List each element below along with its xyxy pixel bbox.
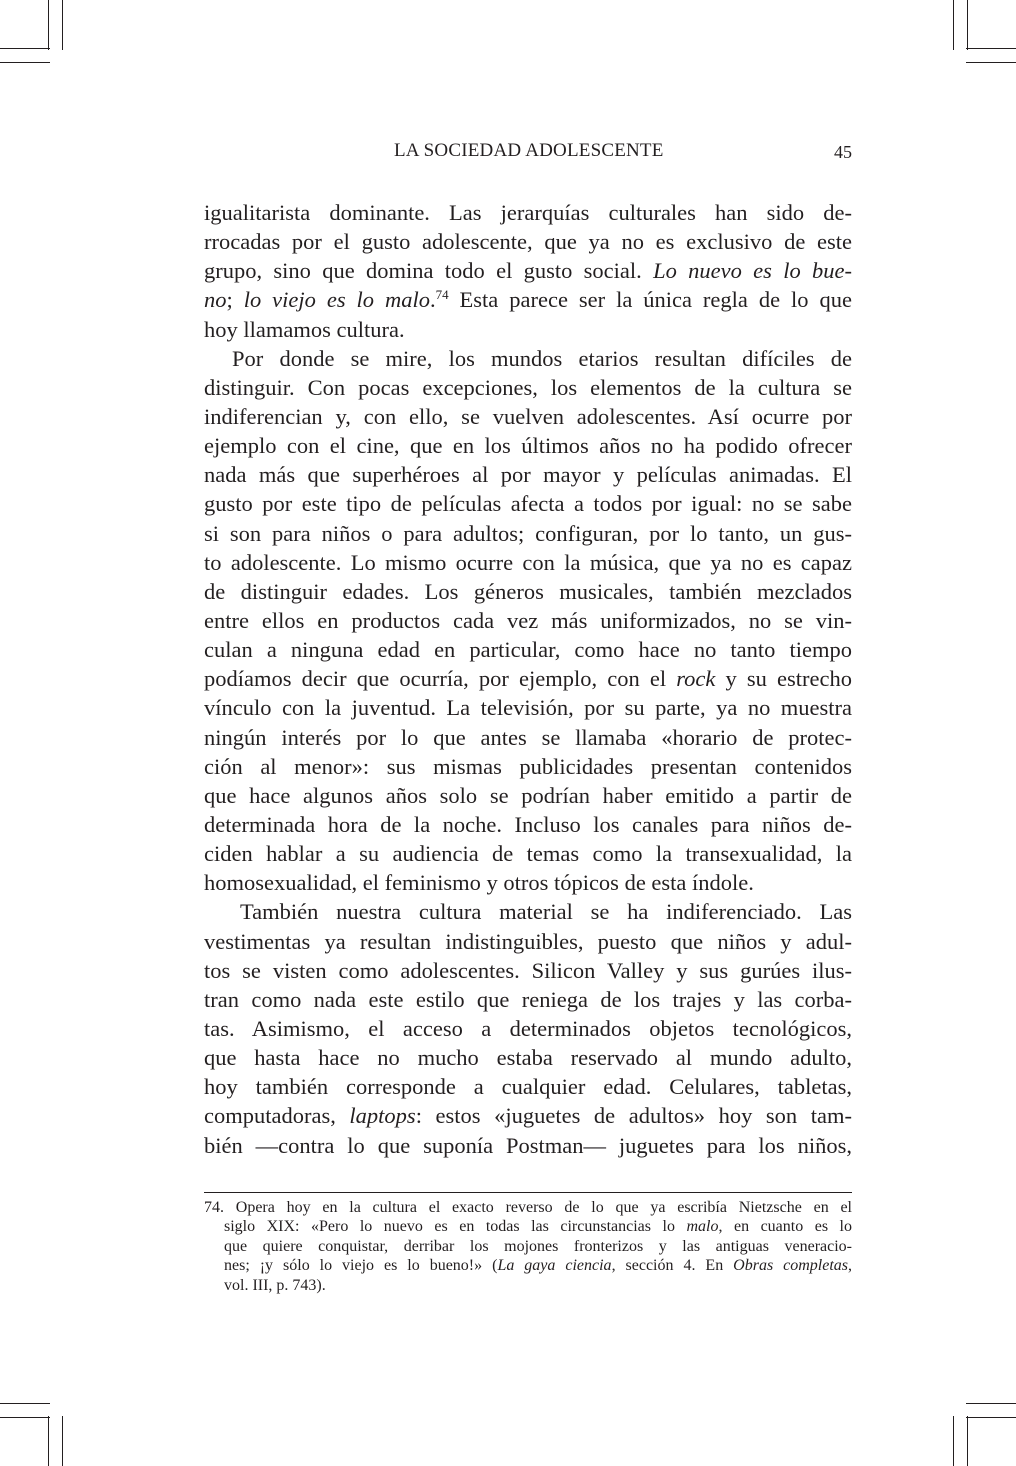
page-number: 45 (834, 142, 852, 162)
text-line: ningún interés por lo que antes se llamaba «horario de protec- (204, 724, 852, 750)
text-line: homosexualidad, el feminismo y otros tópicos de esta índole. (204, 870, 754, 896)
text-line: nada más que superhéroes al por mayor y películas animadas. El (204, 462, 852, 488)
text-line: vestimentas ya resultan indistinguibles, puesto que niños y adul- (204, 928, 852, 954)
footnote-line: 74. Opera hoy en la cultura el exacto reverso de lo que ya escribía Nietzsche en el (204, 1199, 852, 1216)
crop-mark-top-right-v2 (953, 0, 954, 50)
footnote-rule (204, 1192, 852, 1193)
running-head (204, 140, 852, 168)
text-line: bién —contra lo que suponía Postman— juguetes para los niños, (204, 1132, 852, 1158)
crop-mark-bottom-left-h2 (0, 1403, 50, 1404)
text-line: hoy también corresponde a cualquier edad. Celulares, tabletas, (204, 1074, 852, 1100)
footnote-line: que quiere conquistar, derribar los mojones fronterizos y las antiguas veneracio- (224, 1237, 852, 1255)
crop-mark-bottom-left-v2 (62, 1416, 63, 1466)
italic-phrase: lo viejo es lo malo (243, 287, 430, 313)
crop-mark-top-left-h (0, 48, 50, 49)
paragraph-start: Por donde se mire, los mundos etarios resultan difíciles de (232, 345, 852, 371)
text-line: hoy llamamos cultura. (204, 316, 405, 342)
text-line: vínculo con la juventud. La televisión, por su parte, ya no muestra (204, 695, 852, 721)
text-line: distinguir. Con pocas excepciones, los elementos de la cultura se (204, 374, 852, 400)
crop-mark-bottom-right-h (966, 1417, 1016, 1418)
text-line: tran como nada este estilo que reniega de los trajes y las corba- (204, 986, 852, 1012)
text-line: tos se visten como adolescentes. Silicon Valley y sus gurúes ilus- (204, 957, 852, 983)
text-line: entre ellos en productos cada vez más uniformizados, no se vin- (204, 607, 852, 633)
text-line: si son para niños o para adultos; configuran, por lo tanto, un gus- (204, 520, 852, 546)
crop-mark-bottom-right-h2 (966, 1403, 1016, 1404)
text-line: ción al menor»: sus mismas publicidades presentan contenidos (204, 753, 852, 779)
text-line: gusto por este tipo de películas afecta a todos por igual: no se sabe (204, 491, 852, 517)
text-line: ciden hablar a su audiencia de temas como la transexualidad, la (204, 841, 852, 867)
crop-mark-bottom-left-h (0, 1417, 50, 1418)
crop-mark-bottom-right-v (967, 1416, 968, 1466)
text-line: tas. Asimismo, el acceso a determinados objetos tecnológicos, (204, 1015, 852, 1041)
text-line: ejemplo con el cine, que en los últimos años no ha podido ofrecer (204, 433, 852, 459)
italic-word: laptops (349, 1103, 416, 1129)
footnote-line: siglo XIX: «Pero lo nuevo es en todas las circunstancias lo malo, en cuanto es lo (224, 1218, 852, 1236)
text-line: que hasta hace no mucho estaba reservado al mundo adulto, (204, 1045, 852, 1071)
crop-mark-top-left-v (48, 0, 49, 50)
footnote-line: nes; ¡y sólo lo viejo es lo bueno!» (La gaya ciencia, sección 4. En Obras completas, (224, 1257, 852, 1275)
text-line: de distinguir edades. Los géneros musicales, también mezclados (204, 578, 852, 604)
italic-phrase: Lo nuevo es lo bue- (653, 258, 852, 284)
crop-mark-bottom-left-v (48, 1416, 49, 1466)
crop-mark-top-right-h (966, 48, 1016, 49)
text-line: igualitarista dominante. Las jerarquías culturales han sido de- (204, 200, 852, 225)
text-line: computadoras, laptops: estos «juguetes de adultos» hoy son tam- (204, 1103, 852, 1129)
footnote-reference: 74 (435, 287, 449, 303)
text-line: grupo, sino que domina todo el gusto social. Lo nuevo es lo bue- (204, 258, 852, 284)
footnote-line: vol. III, p. 743). (224, 1276, 326, 1294)
crop-mark-top-right-h2 (966, 62, 1016, 63)
crop-mark-top-left-h2 (0, 62, 50, 63)
running-title: LA SOCIEDAD ADOLESCENTE (394, 140, 664, 161)
book-title: La gaya ciencia (497, 1257, 612, 1275)
text-line: no; lo viejo es lo malo.$^{74}$ Esta parece ser la única regla de lo que (204, 287, 852, 313)
text-line: que hace algunos años solo se podrían haber emitido a partir de (204, 782, 852, 808)
text-line: podíamos decir que ocurría, por ejemplo, con el rock y su estrecho (204, 666, 852, 692)
body-text (204, 198, 852, 1160)
crop-mark-bottom-right-v2 (953, 1416, 954, 1466)
footnote-74 (204, 1198, 852, 1295)
book-title: Obras completas (733, 1257, 848, 1275)
crop-mark-top-right-v (967, 0, 968, 50)
text-line: rrocadas por el gusto adolescente, que ya no es exclusivo de este (204, 229, 852, 255)
crop-mark-top-left-v2 (62, 0, 63, 50)
text-line: culan a ninguna edad en particular, como hace no tanto tiempo (204, 637, 852, 663)
text-line: to adolescente. Lo mismo ocurre con la música, que ya no es capaz (204, 549, 852, 575)
text-line: determinada hora de la noche. Incluso los canales para niños de- (204, 811, 852, 837)
paragraph-start: También nuestra cultura material se ha indiferenciado. Las (240, 899, 852, 925)
text-line: indiferencian y, con ello, se vuelven adolescentes. Así ocurre por (204, 403, 852, 429)
italic-word: rock (676, 666, 716, 692)
